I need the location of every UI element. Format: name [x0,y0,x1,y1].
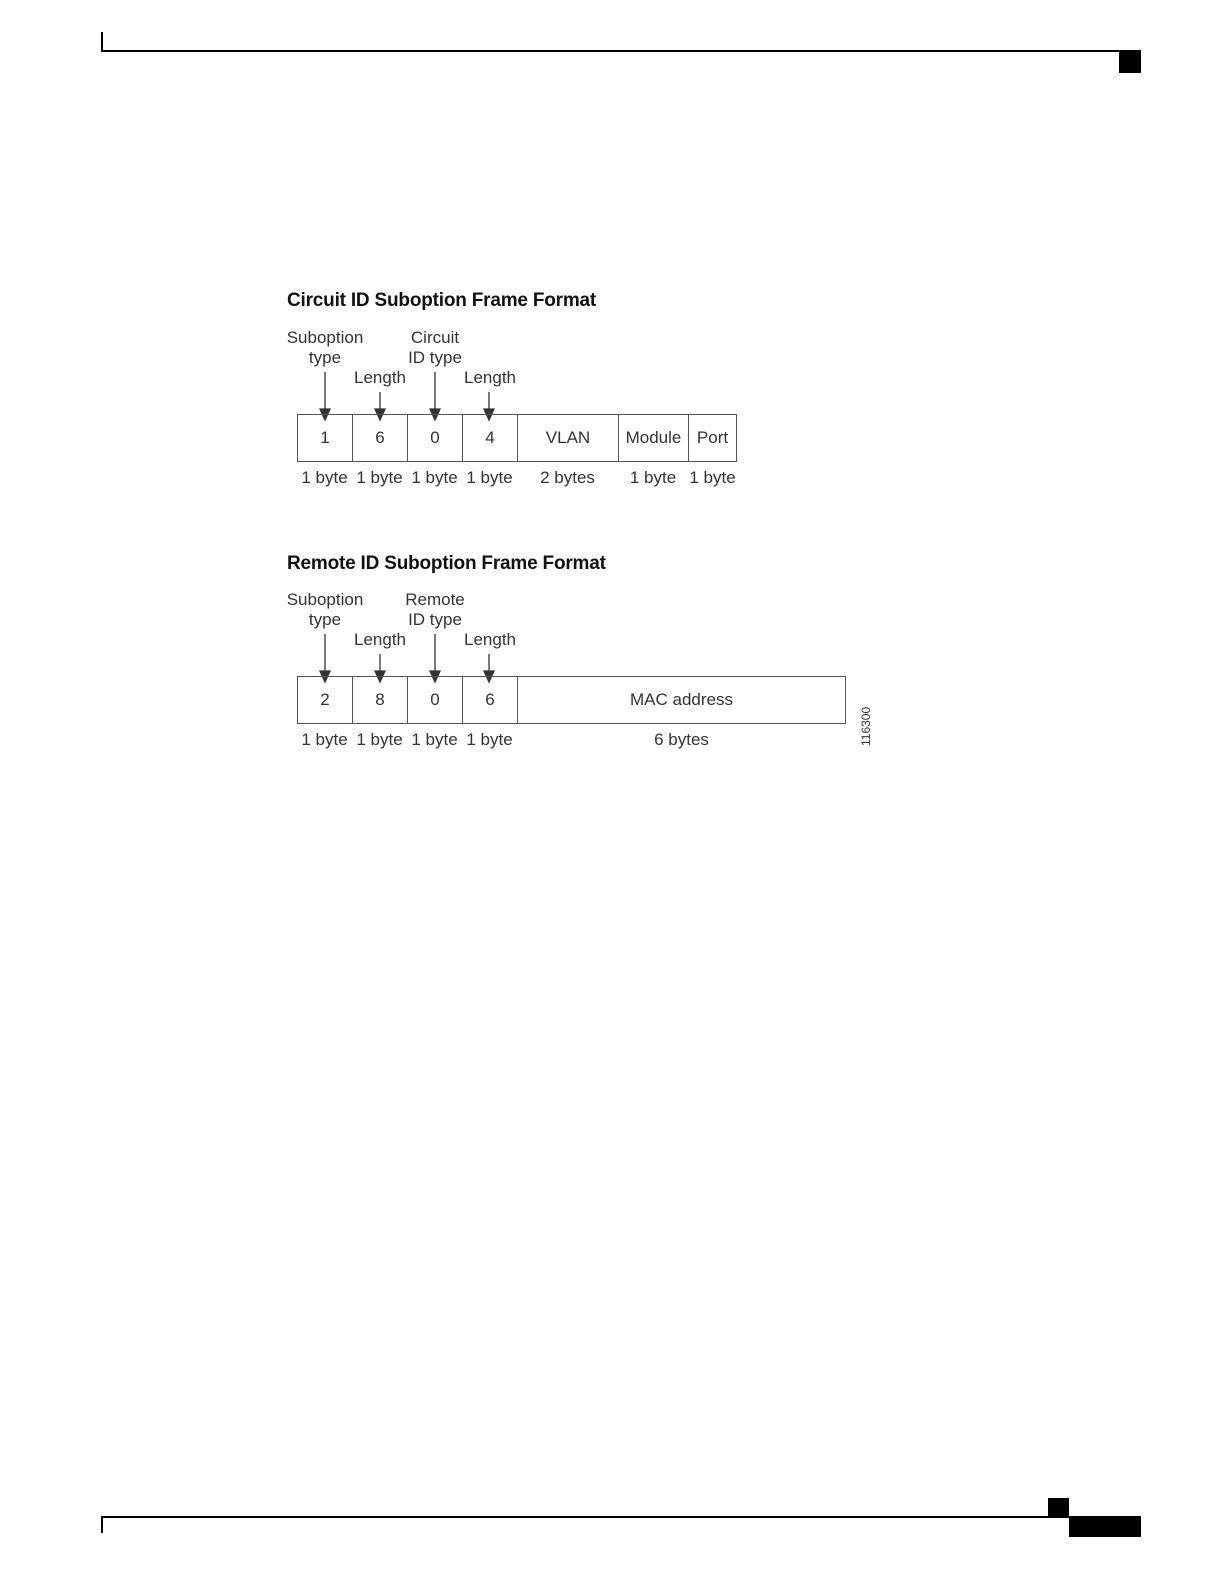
circuit-field-module: Module [619,415,689,461]
circuit-id-type-label: Circuit ID type [408,328,462,367]
circuit-size-label: 1 byte [411,468,458,487]
circuit-length-label-1: Length [354,368,406,387]
circuit-size-label: 1 byte [689,468,736,487]
figure-id: 116300 [859,706,873,746]
remote-length-label-1: Length [354,630,406,649]
remote-field-id-type: 0 [408,677,463,723]
circuit-field-length: 6 [353,415,408,461]
remote-field-mac-address: MAC address [630,690,733,709]
remote-length-label-2: Length [464,630,516,649]
remote-size-label: 1 byte [301,730,348,749]
remote-id-type-label: Remote ID type [405,590,465,629]
remote-diagram-title: Remote ID Suboption Frame Format [287,553,606,574]
circuit-field-length-2: 4 [463,415,518,461]
circuit-size-label: 1 byte [629,468,677,487]
circuit-size-label: 2 bytes [540,468,595,487]
circuit-size-label: 1 byte [356,468,403,487]
remote-field-length: 8 [353,677,408,723]
remote-size-label: 1 byte [411,730,458,749]
circuit-diagram-title: Circuit ID Suboption Frame Format [287,290,597,311]
circuit-size-label: 1 byte [301,468,348,487]
remote-suboption-type-label: Suboption type [286,590,364,629]
remote-frame [297,676,846,724]
circuit-field-suboption-type: 1 [298,415,353,461]
remote-field-suboption-type: 2 [298,677,353,723]
circuit-field-id-type: 0 [408,415,463,461]
circuit-field-vlan: VLAN [518,415,619,461]
circuit-length-label-2: Length [464,368,516,387]
remote-field-length-2: 6 [463,677,518,723]
remote-size-label: 1 byte [356,730,403,749]
circuit-field-port: Port [696,428,729,447]
circuit-size-label: 1 byte [466,468,513,487]
circuit-suboption-type-label: Suboption type [286,328,364,367]
remote-size-label: 1 byte [466,730,513,749]
remote-size-label: 6 bytes [654,730,709,749]
